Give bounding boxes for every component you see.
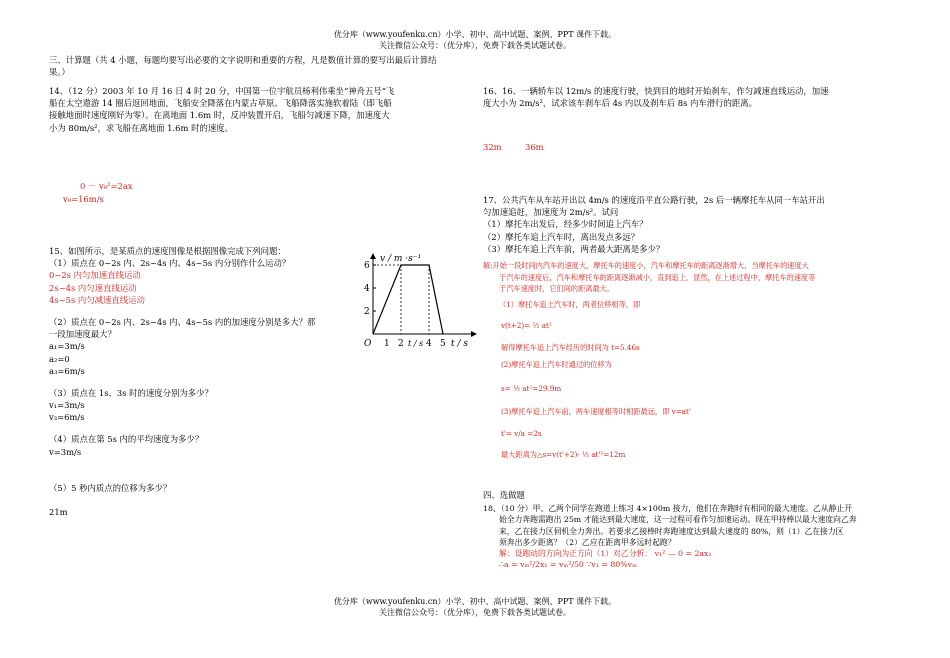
y-tick-label: 2 bbox=[364, 307, 370, 317]
question-15: 15、如图所示，是某质点的速度图像是根据图像完成下列问题： （1）质点在 0~2s 内、2s~4s 内、4s~5s 内分别作什么运动？ 0~2s 内匀加速直线运动 2s~4s 内匀速直线运动 4s~5s 内匀减速直线运动 （2）质点在 0~2s 内、2s~4s 内、4s~5s 内的加速度分别是多大？那 一段加速度最大？ a₁=3m/s a₂=0 a₃=6m/s （3）质点在 1s、3s 时的速度分别为多少？ v₁=3m/s v₃=6m/s （4）质点在第 5s 内的平均速度为多少？ v=3m/s （5）5 秒内质点的位移为多少？ 21m bbox=[49, 246, 316, 517]
y-axis-label: v / m ·s⁻¹ bbox=[380, 254, 422, 264]
x-tick-label: 1 bbox=[384, 339, 390, 349]
q15-part-1-answer: 0~2s 内匀加速直线运动 bbox=[49, 270, 141, 281]
header-line-2: 关注微信公众号：（优分库），免费下载各类试题试卷。 bbox=[379, 40, 571, 50]
q15-part-5-answer: 21m bbox=[49, 507, 68, 517]
footer-line-2: 关注微信公众号：（优分库），免费下载各类试题试卷。 bbox=[379, 607, 571, 617]
q15-part-2-answer: a₁=3m/s bbox=[49, 341, 85, 352]
q14-answer-result: v₀=16m/s bbox=[63, 194, 104, 204]
y-tick-label: 6 bbox=[364, 261, 370, 271]
q16-answer-2: 36m bbox=[525, 142, 544, 152]
x-tick-label: 2 bbox=[398, 339, 404, 349]
question-18: 18、（10 分）甲、乙两个同学在跑道上练习 4×100m 接力，他们在奔跑时有相同的最大速度。乙从静止开 始全力奔跑需跑出 25m 才能达到最大速度，这一过程可看作匀加速运动。现在甲持棒以最大速度向乙奔 来，乙在接力区伺机全力奔出。若要求乙接棒时奔跑速度达到最大速度的 80%，则（1）乙在接力区 须奔出多少距离？（2）乙应在距离甲多远时起跑？ 解：设跑动的方向为正方向（1）对乙分析： v₁² — 0 = 2ax₁ ∴a = vₘ²/2x₁ = vₘ²/50 ∵v₁ = 80%vₘ bbox=[483, 504, 857, 570]
q14-answer-equation: 0 － v₀²=2ax bbox=[80, 181, 133, 191]
x-tick-label: 5 bbox=[440, 339, 446, 349]
y-tick-label: 4 bbox=[364, 284, 370, 294]
velocity-line bbox=[373, 265, 443, 334]
section-four-title: 四、选做题 bbox=[483, 490, 525, 500]
q15-part-3-answer: v₁=3m/s bbox=[49, 400, 85, 411]
q15-intro: 15、如图所示，是某质点的速度图像是根据图像完成下列问题： bbox=[49, 246, 286, 256]
header-line-1: 优分库（www.youfenku.cn）小学、初中、高中试题、案例、PPT 课件下载。 bbox=[333, 30, 617, 39]
q15-part-1-answer: 4s~5s 内匀减速直线运动 bbox=[49, 294, 145, 305]
page-footer bbox=[0, 597, 950, 619]
question-17: 17、公共汽车从车站开出以 4m/s 的速度沿平直公路行驶，2s 后一辆摩托车从同一车站开出 匀加速追赶，加速度为 2m/s²。试问 （1）摩托车出发后，经多少时间追上汽车？ （2）摩托车追上汽车时，离出发点多远？ （3）摩托车追上汽车前，两者最大距离是多少？ bbox=[483, 195, 825, 254]
q15-part-2: （2）质点在 0~2s 内、2s~4s 内、4s~5s 内的加速度分别是多大？那 bbox=[49, 316, 316, 327]
q15-part-1-answer: 2s~4s 内匀速直线运动 bbox=[49, 282, 137, 293]
velocity-time-graph bbox=[358, 250, 478, 350]
footer-line-1: 优分库（www.youfenku.cn）小学、初中、高中试题、案例、PPT 课件下载。 bbox=[333, 597, 617, 606]
q15-part-2-answer: a₃=6m/s bbox=[49, 365, 85, 376]
q15-part-1: （1）质点在 0~2s 内、2s~4s 内、4s~5s 内分别作什么运动？ bbox=[49, 258, 291, 269]
q18-solution-line-2: ∴a = vₘ²/2x₁ = vₘ²/50 ∵v₁ = 80%vₘ bbox=[499, 560, 637, 570]
q16-answer-1: 32m bbox=[483, 142, 502, 152]
q15-part-4-answer: v=3m/s bbox=[49, 446, 82, 457]
question-14: 14、（12 分）2003 年 10 月 16 日 4 时 20 分，中国第一位宇航员杨利伟乘坐“神舟五号”飞 船在太空遨游 14 圈后返回地面，飞船安全降落在内蒙古草原。飞船降落实施软着陆（即飞船 接触地面时速度刚好为零）。在离地面 1.6m 时，反冲装置开启，飞船匀减速下降，加速度大 小为 80m/s²，求飞船在离地面 1.6m 时的速度。 bbox=[49, 86, 395, 133]
q15-part-5: （5）5 秒内质点的位移为多少？ bbox=[49, 482, 172, 493]
x-axis-label: t / s bbox=[451, 339, 468, 349]
x-tick-label: 4 bbox=[426, 339, 432, 349]
section-title: 三、计算题（共 4 小题，每题均要写出必要的文字说明和重要的方程，凡是数值计算的要写出最后计算结 果。） bbox=[49, 55, 437, 78]
question-16: 16、16、一辆轿车以 12m/s 的速度行驶，快到目的地时开始刹车，作匀减速直线运动，加速 度大小为 2m/s²，试求该车刹车后 4s 内以及刹车后 8s 内车滑行的距离。 bbox=[483, 86, 829, 109]
q15-part-2-answer: a₂=0 bbox=[49, 353, 70, 364]
x-mid-label: t / s bbox=[408, 339, 424, 348]
q15-part-3-answer: v₃=6m/s bbox=[49, 412, 85, 423]
q15-part-3: （3）质点在 1s、3s 时的速度分别为多少？ bbox=[49, 387, 213, 398]
q18-solution-line-1: 解：设跑动的方向为正方向（1）对乙分析： v₁² — 0 = 2ax₁ bbox=[499, 549, 712, 559]
q15-part-4: （4）质点在第 5s 内的平均速度为多少？ bbox=[49, 434, 204, 445]
origin-label: O bbox=[364, 339, 372, 349]
q17-solution: 解:开始一段时间内汽车的速度大，摩托车的速度小，汽车和摩托车的距离逐渐增大，当摩托车的速度大 于汽车的速度后，汽车和摩托车的距离逐渐减小，直到追上，显然，在上述过程中，摩托车的速度等 于汽车速度时，它们间的距离最大。 （1）摩托车追上汽车时，两者位移相等，即 v(t+2)= ½ at² 解得摩托车追上汽车经历的时间为 t=5.46s (2)摩托车追上汽车时通过的位移为 s= ½ at²=29.9m (3)摩托车追上汽车前，两车速度相等时相距最远，即 v=at' t'= v/a =2s 最大距离为△s=v(t'+2)- ½ at'²=12m bbox=[483, 261, 816, 460]
page-header bbox=[0, 30, 950, 52]
